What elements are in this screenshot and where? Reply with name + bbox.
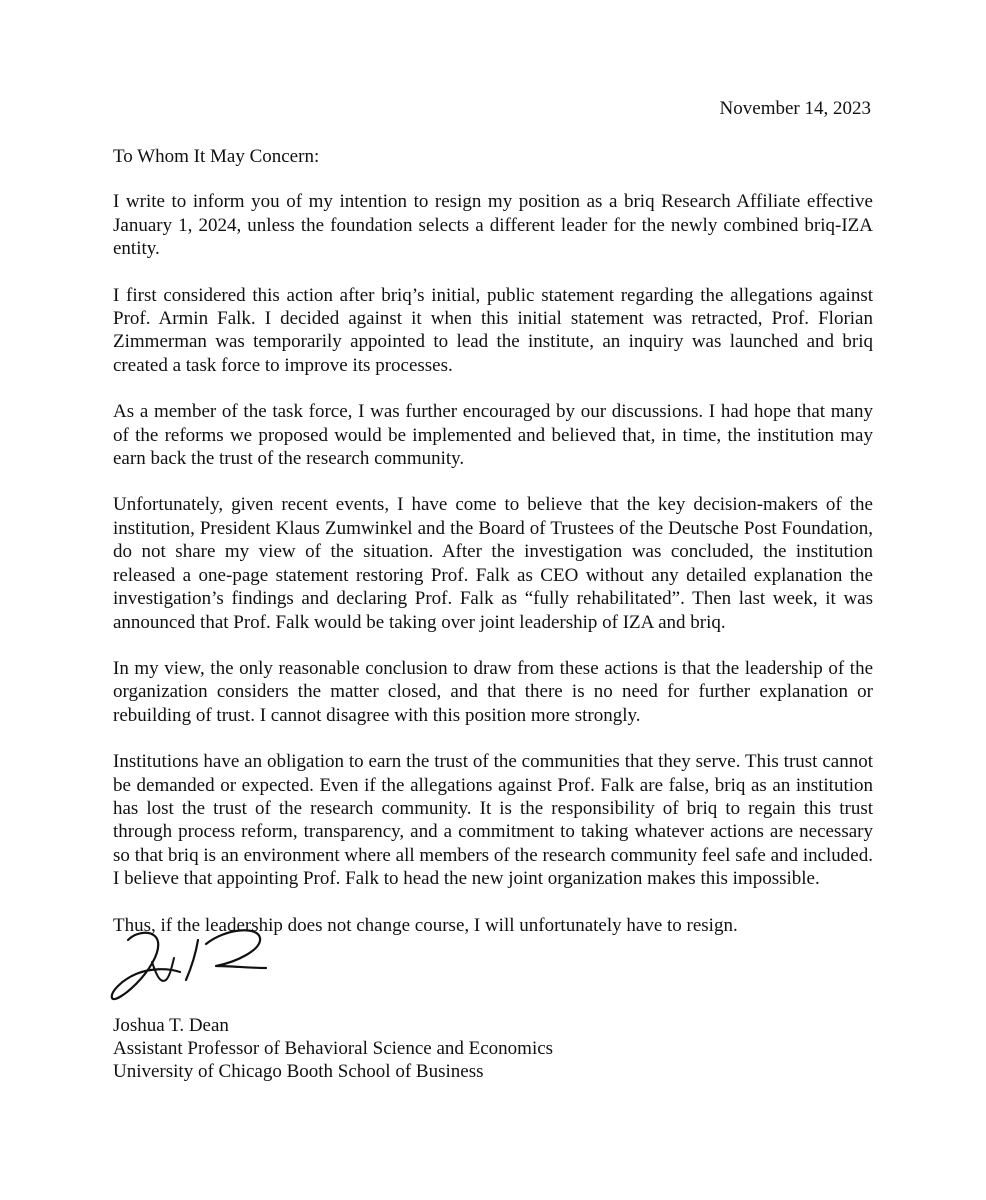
paragraph-6: Institutions have an obligation to earn the trust of the communities that they serve. This trust cannot be demanded or expected. Even if the allegations against Prof. Falk are false, briq as an institution has lost the trust of the research community. It is the responsibility of briq to regain this trust through process reform, transparency, and a commitment to taking whatever actions are necessary so that briq is an environment where all members of the research community feel safe and included. I believe that appointing Prof. Falk to head the new joint organization makes this impossible. (113, 751, 873, 890)
signer-title: Assistant Professor of Behavioral Science and Economics (113, 1038, 554, 1059)
signer-institution: University of Chicago Booth School of Business (113, 1061, 484, 1082)
paragraph-1: I write to inform you of my intention to resign my position as a briq Research Affiliate effective January 1, 2024, unless the foundation selects a different leader for the newly combined briq-IZA entity. (113, 191, 873, 260)
signer-name: Joshua T. Dean (113, 1015, 229, 1036)
paragraph-2: I first considered this action after briq’s initial, public statement regarding the allegations against Prof. Armin Falk. I decided against it when this initial statement was retracted, Prof. Florian Zimmerman was temporarily appointed to lead the institute, an inquiry was launched and briq created a task force to improve its processes. (113, 284, 873, 376)
paragraph-4: Unfortunately, given recent events, I have come to believe that the key decision-makers of the institution, President Klaus Zumwinkel and the Board of Trustees of the Deutsche Post Foundation, do not share my view of the situation. After the investigation was concluded, the institution released a one-page statement restoring Prof. Falk as CEO without any detailed explanation the investigation’s findings and declaring Prof. Falk as “fully rehabilitated”. Then last week, it was announced that Prof. Falk would be taking over joint leadership of IZA and briq. (113, 494, 873, 633)
paragraph-5: In my view, the only reasonable conclusion to draw from these actions is that the leadership of the organization considers the matter closed, and that there is no need for further explanation or rebuilding of trust. I cannot disagree with this position more strongly. (113, 657, 873, 726)
letter-date: November 14, 2023 (719, 98, 871, 119)
paragraph-3: As a member of the task force, I was further encouraged by our discussions. I had hope that many of the reforms we proposed would be implemented and believed that, in time, the institution may earn back the trust of the research community. (113, 401, 873, 470)
closing-line: Thus, if the leadership does not change course, I will unfortunately have to resign. (113, 914, 738, 936)
letter-body (113, 145, 873, 937)
handwritten-signature (108, 922, 273, 1004)
salutation: To Whom It May Concern: (113, 146, 320, 167)
signature-block (113, 1014, 553, 1083)
